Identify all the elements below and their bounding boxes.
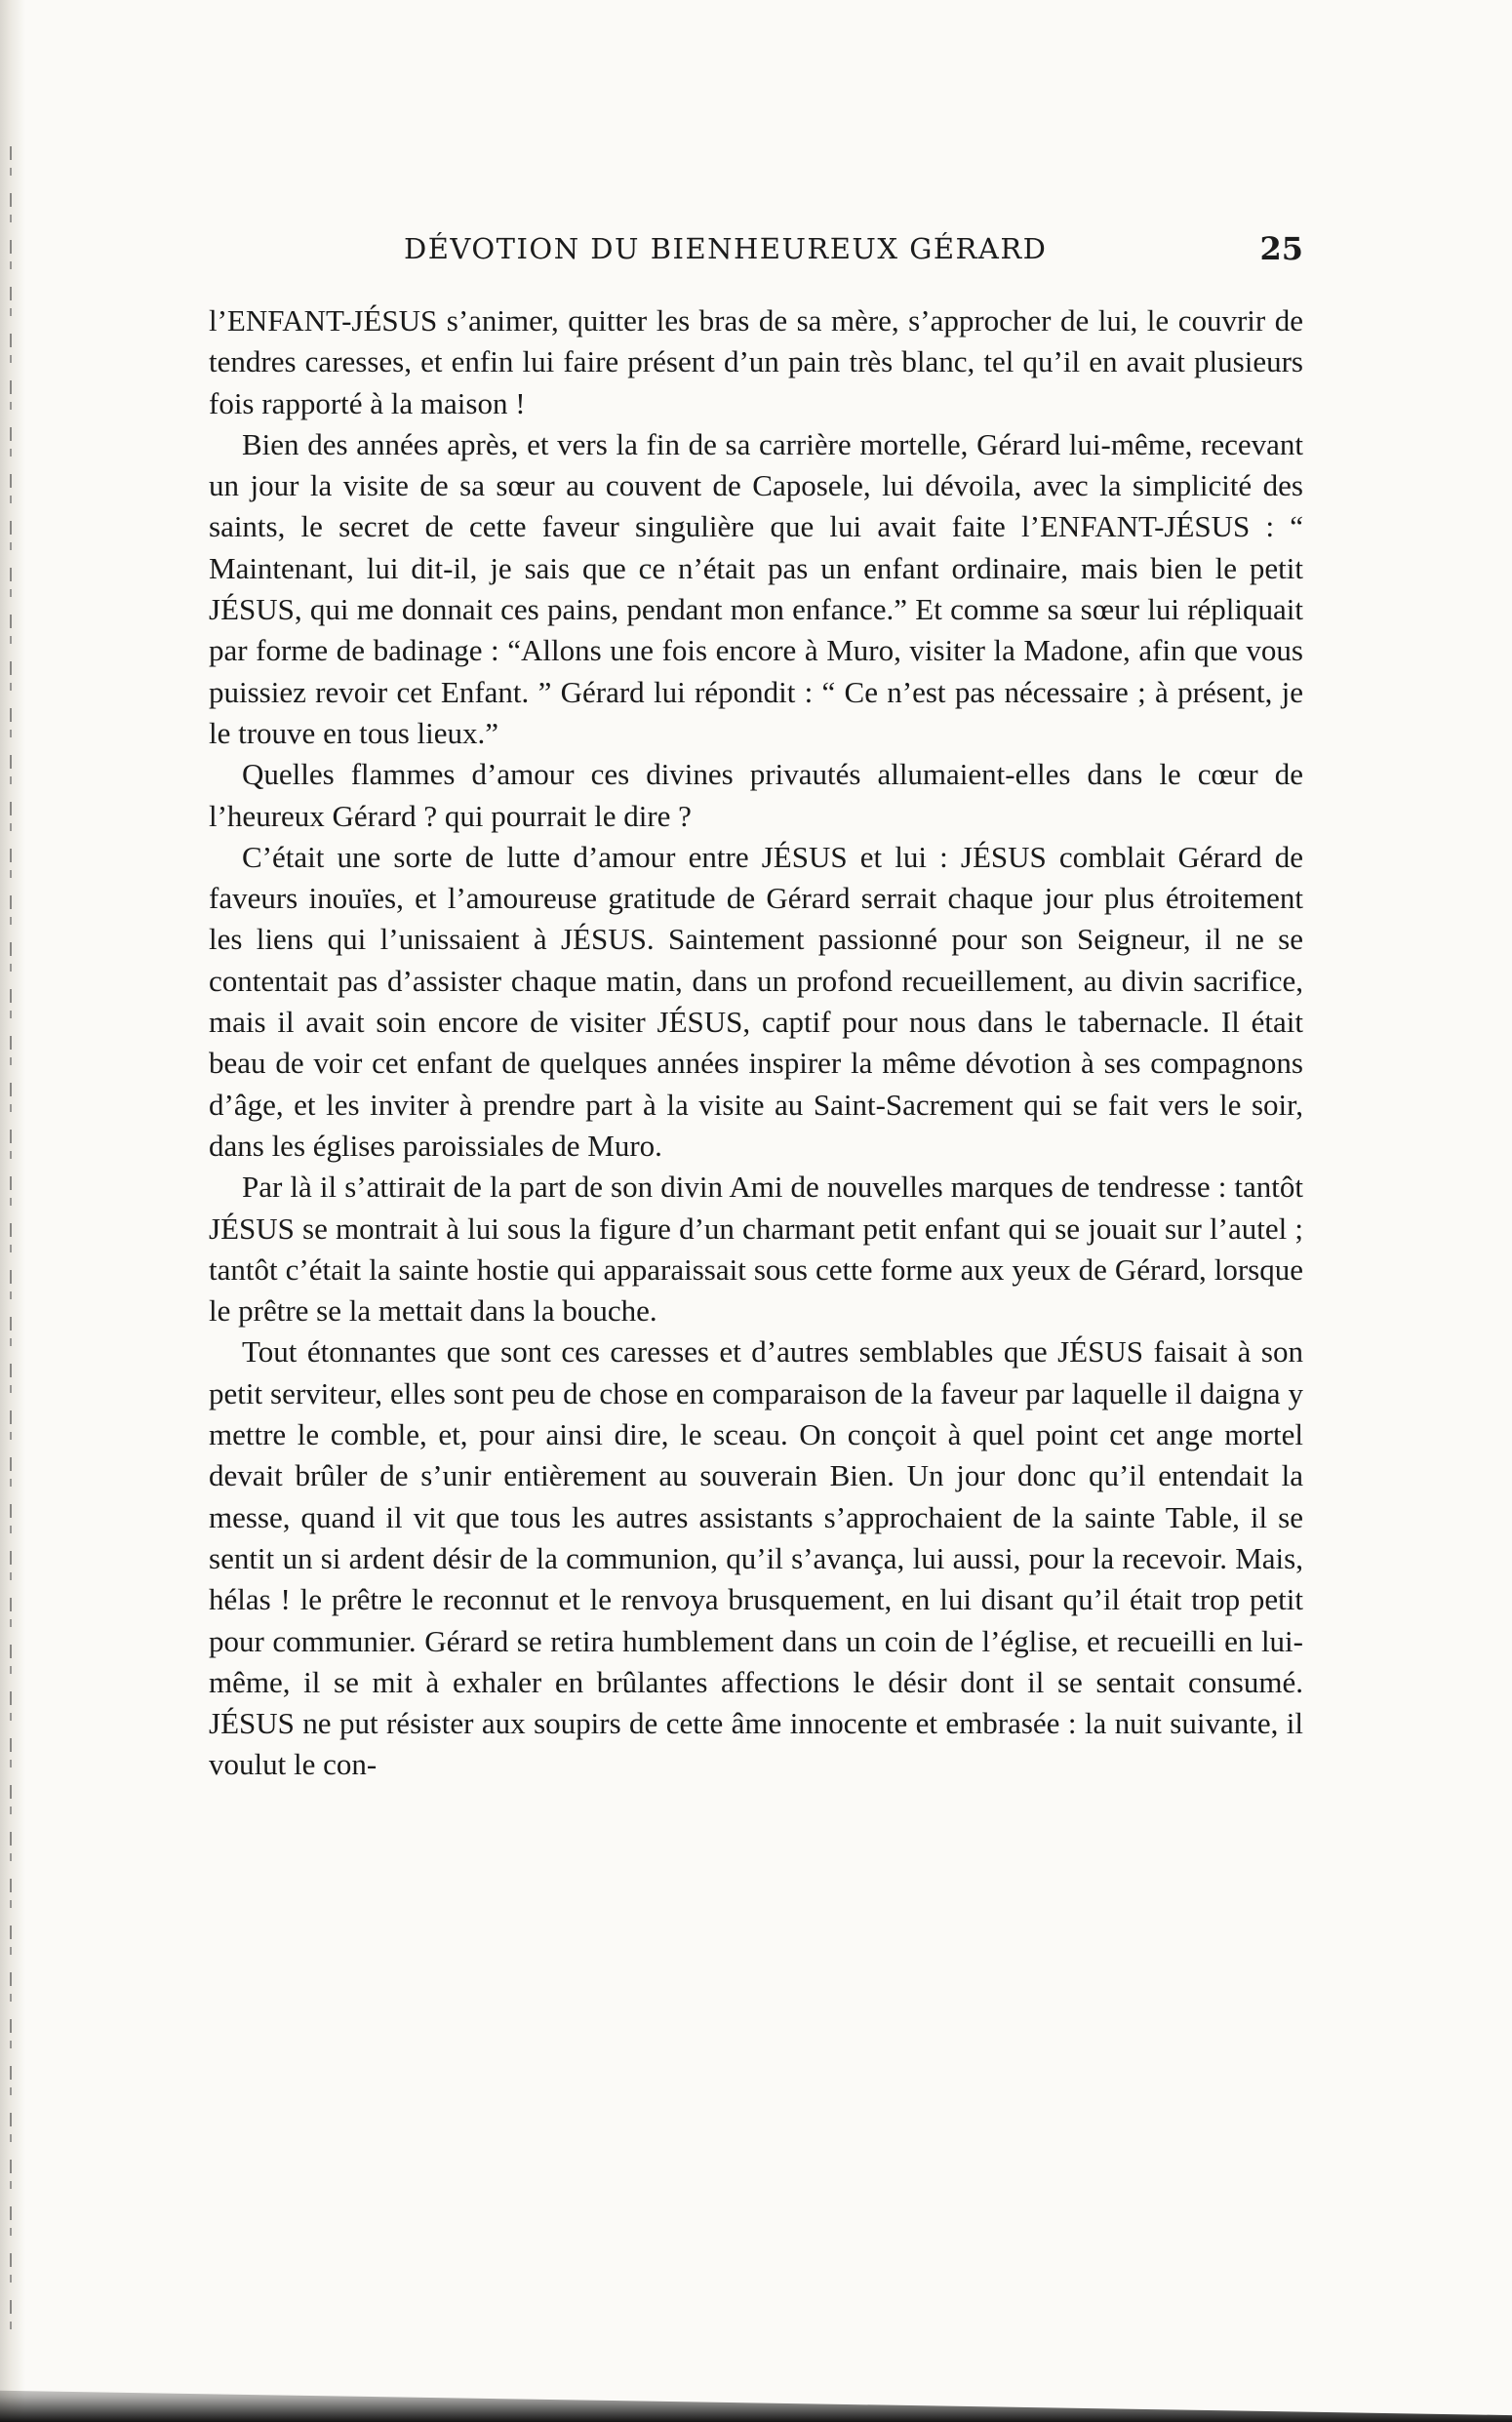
paragraph: C’était une sorte de lutte d’amour entre JÉSUS et lui : JÉSUS comblait Gérard de faveurs inouïes, et l’amoureuse gratitude de Gérard serrait chaque jour plus étroitement les liens qui l’unissaient à JÉSUS. Saintement passionné pour son Seigneur, il ne se contentait pas d’assister chaque matin, dans un profond recueillement, au divin sacrifice, mais il avait soin encore de visiter JÉSUS, captif pour nous dans le tabernacle. Il était beau de voir cet enfant de quelques années inspirer la même dévotion à ses compagnons d’âge, et les inviter à prendre part à la visite au Saint-Sacrement qui se fait vers le soir, dans les églises paroissiales de Muro. xyxy=(209,839,1303,1163)
binding-shadow xyxy=(0,0,25,2422)
page-bottom-edge xyxy=(0,2377,1512,2422)
running-header xyxy=(209,226,1303,275)
paragraph: l’ENFANT-JÉSUS s’animer, quitter les bras de sa mère, s’approcher de lui, le couvrir de tendres caresses, et enfin lui faire présent d’un pain très blanc, tel qu’il en avait plusieurs fois rapporté à la maison ! xyxy=(209,303,1303,420)
running-title: DÉVOTION DU BIENHEUREUX GÉRARD xyxy=(404,232,1048,265)
body-text xyxy=(209,300,1303,1786)
paragraph: Tout étonnantes que sont ces caresses et d’autres semblables que JÉSUS faisait à son petit serviteur, elles sont peu de chose en comparaison de la faveur par laquelle il daigna y mettre le comble, et, pour ainsi dire, le sceau. On conçoit à quel point cet ange mortel devait brûler de s’unir entièrement au souverain Bien. Un jour donc qu’il entendait la messe, quand il vit que tous les autres assistants s’approchaient de la sainte Table, il se sentit un si ardent désir de la communion, qu’il s’avança, lui aussi, pour la recevoir. Mais, hélas ! le prêtre le reconnut et le renvoya brusquement, en lui disant qu’il était trop petit pour communier. Gérard se retira humblement dans un coin de l’église, et recueilli en lui-même, il se mit à exhaler en brûlantes affections le désir dont il se sentait consumé. JÉSUS ne put résister aux soupirs de cette âme innocente et embrasée : la nuit suivante, il voulut le con- xyxy=(209,1334,1303,1782)
binding-edge-line xyxy=(10,146,12,2341)
page-number: 25 xyxy=(1259,230,1303,267)
paragraph: Quelles flammes d’amour ces divines privautés allumaient-elles dans le cœur de l’heureux Gérard ? qui pourrait le dire ? xyxy=(209,757,1303,833)
paragraph: Par là il s’attirait de la part de son divin Ami de nouvelles marques de tendresse : tantôt JÉSUS se montrait à lui sous la figure d’un charmant petit enfant qui se jouait sur l’autel ; tantôt c’était la sainte hostie qui apparaissait sous cette forme aux yeux de Gérard, lorsque le prêtre se la mettait dans la bouche. xyxy=(209,1170,1303,1329)
paragraph: Bien des années après, et vers la fin de sa carrière mortelle, Gérard lui-même, recevant un jour la visite de sa sœur au couvent de Caposele, lui dévoila, avec la simplicité des saints, le secret de cette faveur singulière que lui avait faite l’ENFANT-JÉSUS : “ Maintenant, lui dit-il, je sais que ce n’était pas un enfant ordinaire, mais bien le petit JÉSUS, qui me donnait ces pains, pendant mon enfance.” Et comme sa sœur lui répliquait par forme de badinage : “Allons une fois encore à Muro, visiter la Madone, afin que vous puissiez revoir cet Enfant. ” Gérard lui répondit : “ Ce n’est pas nécessaire ; à présent, je le trouve en tous lieux.” xyxy=(209,426,1303,750)
